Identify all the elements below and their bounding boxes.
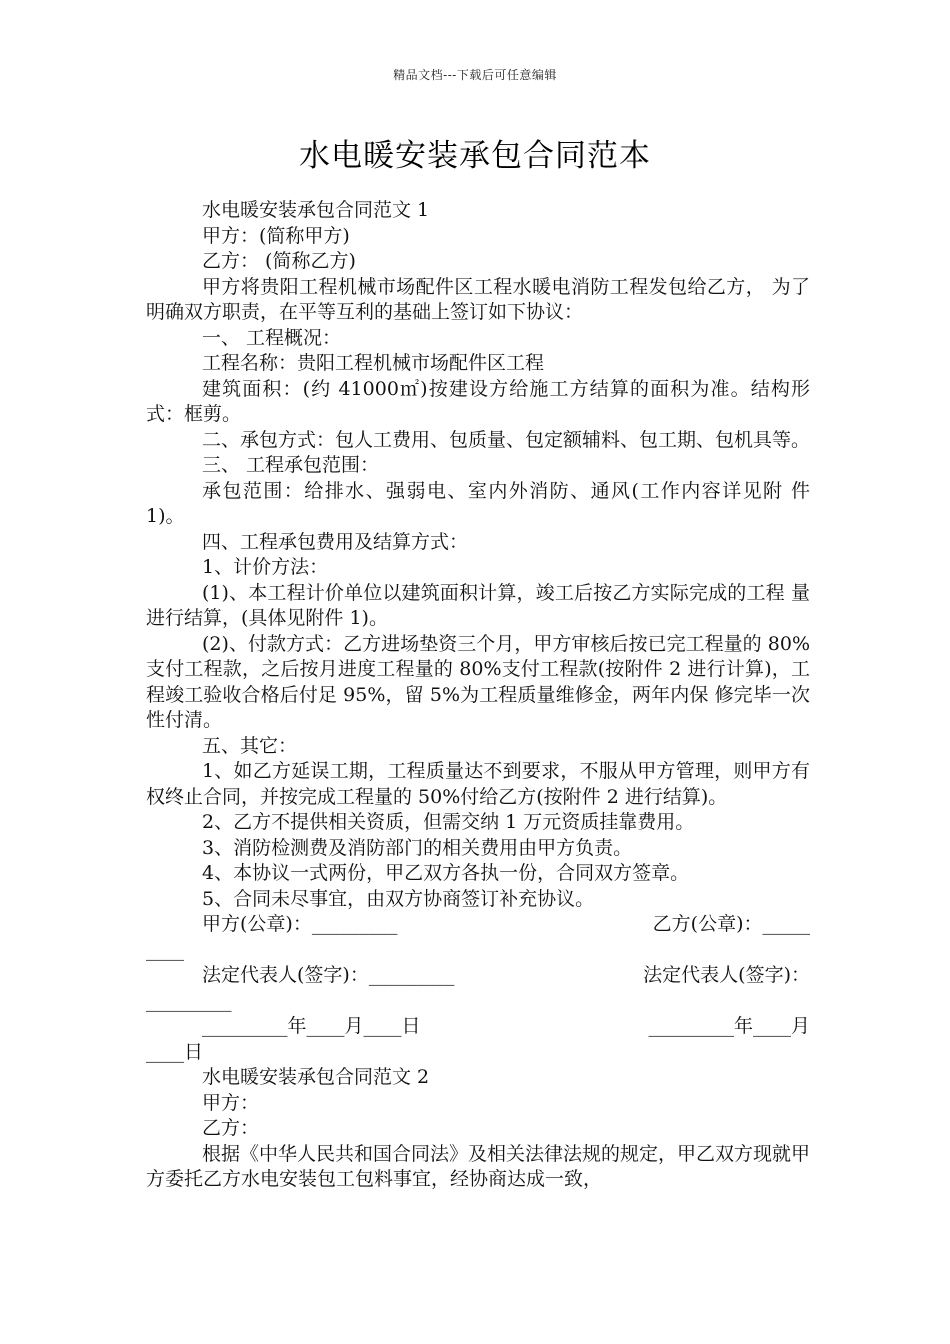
other-item-1: 1、如乙方延误工期，工程质量达不到要求，不服从甲方管理，则甲方有 权终止合同，并按完成工程量的 50%付给乙方(按附件 2 进行结算)。 xyxy=(146,760,817,808)
clause-heading-2: 二、承包方式：包人工费用、包质量、包定额辅料、包工期、包机具等。 xyxy=(202,428,811,451)
clause-heading-5: 五、其它： xyxy=(202,734,298,757)
header-note: 精品文档---下载后可任意编辑 xyxy=(393,68,557,82)
party-b-date: _________年____月 xyxy=(648,1015,810,1037)
party-a-line-2: 甲方： xyxy=(202,1091,260,1114)
date-row xyxy=(146,1014,810,1040)
party-b-representative: 法定代表人(签字)： xyxy=(643,964,810,986)
section-title-2: 水电暖安装承包合同范文 2 xyxy=(202,1066,430,1088)
contract-scope: 承包范围：给排水、强弱电、室内外消防、通风(工作内容详见附 件 1)。 xyxy=(146,479,817,527)
party-b-seal: 乙方(公章)：_____ xyxy=(652,913,810,935)
clause-heading-1: 一、 工程概况： xyxy=(202,326,342,349)
party-b-representative-tail: _________ xyxy=(146,989,232,1012)
party-b-date-tail: ____日 xyxy=(146,1040,204,1063)
representative-row xyxy=(146,963,810,989)
other-item-2: 2、乙方不提供相关资质，但需交纳 1 万元资质挂靠费用。 xyxy=(202,811,695,833)
project-name: 工程名称：贵阳工程机械市场配件区工程 xyxy=(202,352,545,374)
document-title: 水电暖安装承包合同范本 xyxy=(299,138,651,174)
party-a-representative: 法定代表人(签字)：_________ xyxy=(202,964,455,986)
clause-heading-4: 四、工程承包费用及结算方式： xyxy=(202,530,469,553)
clause-heading-3: 三、 工程承包范围： xyxy=(202,454,380,476)
party-b-seal-tail: ____ xyxy=(146,938,184,961)
other-item-3: 3、消防检测费及消防部门的相关费用由甲方负责。 xyxy=(202,836,633,859)
other-item-4: 4、本协议一式两份，甲乙双方各执一份，合同双方签章。 xyxy=(202,862,690,884)
other-item-5: 5、合同未尽事宜，由双方协商签订补充协议。 xyxy=(202,887,595,910)
party-a-line: 甲方：(简称甲方) xyxy=(202,224,350,247)
document-body xyxy=(146,198,817,1193)
legal-basis-paragraph: 根据《中华人民共和国合同法》及相关法律法规的规定，甲乙双方现就甲方委托乙方水电安装包工包料事宜，经协商达成一致， xyxy=(146,1142,811,1190)
party-b-line: 乙方： (简称乙方) xyxy=(202,250,356,272)
party-b-line-2: 乙方： xyxy=(202,1117,260,1139)
intro-paragraph: 甲方将贵阳工程机械市场配件区工程水暖电消防工程发包给乙方， 为了明确双方职责，在平等互利的基础上签订如下协议： xyxy=(146,275,810,323)
party-a-seal: 甲方(公章)：_________ xyxy=(202,913,398,935)
section-title-1: 水电暖安装承包合同范文 1 xyxy=(202,199,430,221)
pricing-method-heading: 1、计价方法： xyxy=(202,556,329,578)
building-area: 建筑面积：(约 41000㎡)按建设方给施工方结算的面积为准。结构形 式：框剪。 xyxy=(146,377,817,425)
party-a-date: _________年____月____日 xyxy=(202,1015,421,1037)
pricing-item-2: (2)、付款方式：乙方进场垫资三个月，甲方审核后按已完工程量的 80% 支付工程款，之后按月进度工程量的 80%支付工程款(按附件 2 进行计算)，工程竣工验收合格后付足 95%，留 5%为工程质量维修金，两年内保 修完毕一次性付清。 xyxy=(146,632,817,731)
pricing-item-1: (1)、本工程计价单位以建筑面积计算，竣工后按乙方实际完成的工程 量进行结算，(具体见附件 1)。 xyxy=(146,581,810,629)
seal-row xyxy=(146,912,810,938)
